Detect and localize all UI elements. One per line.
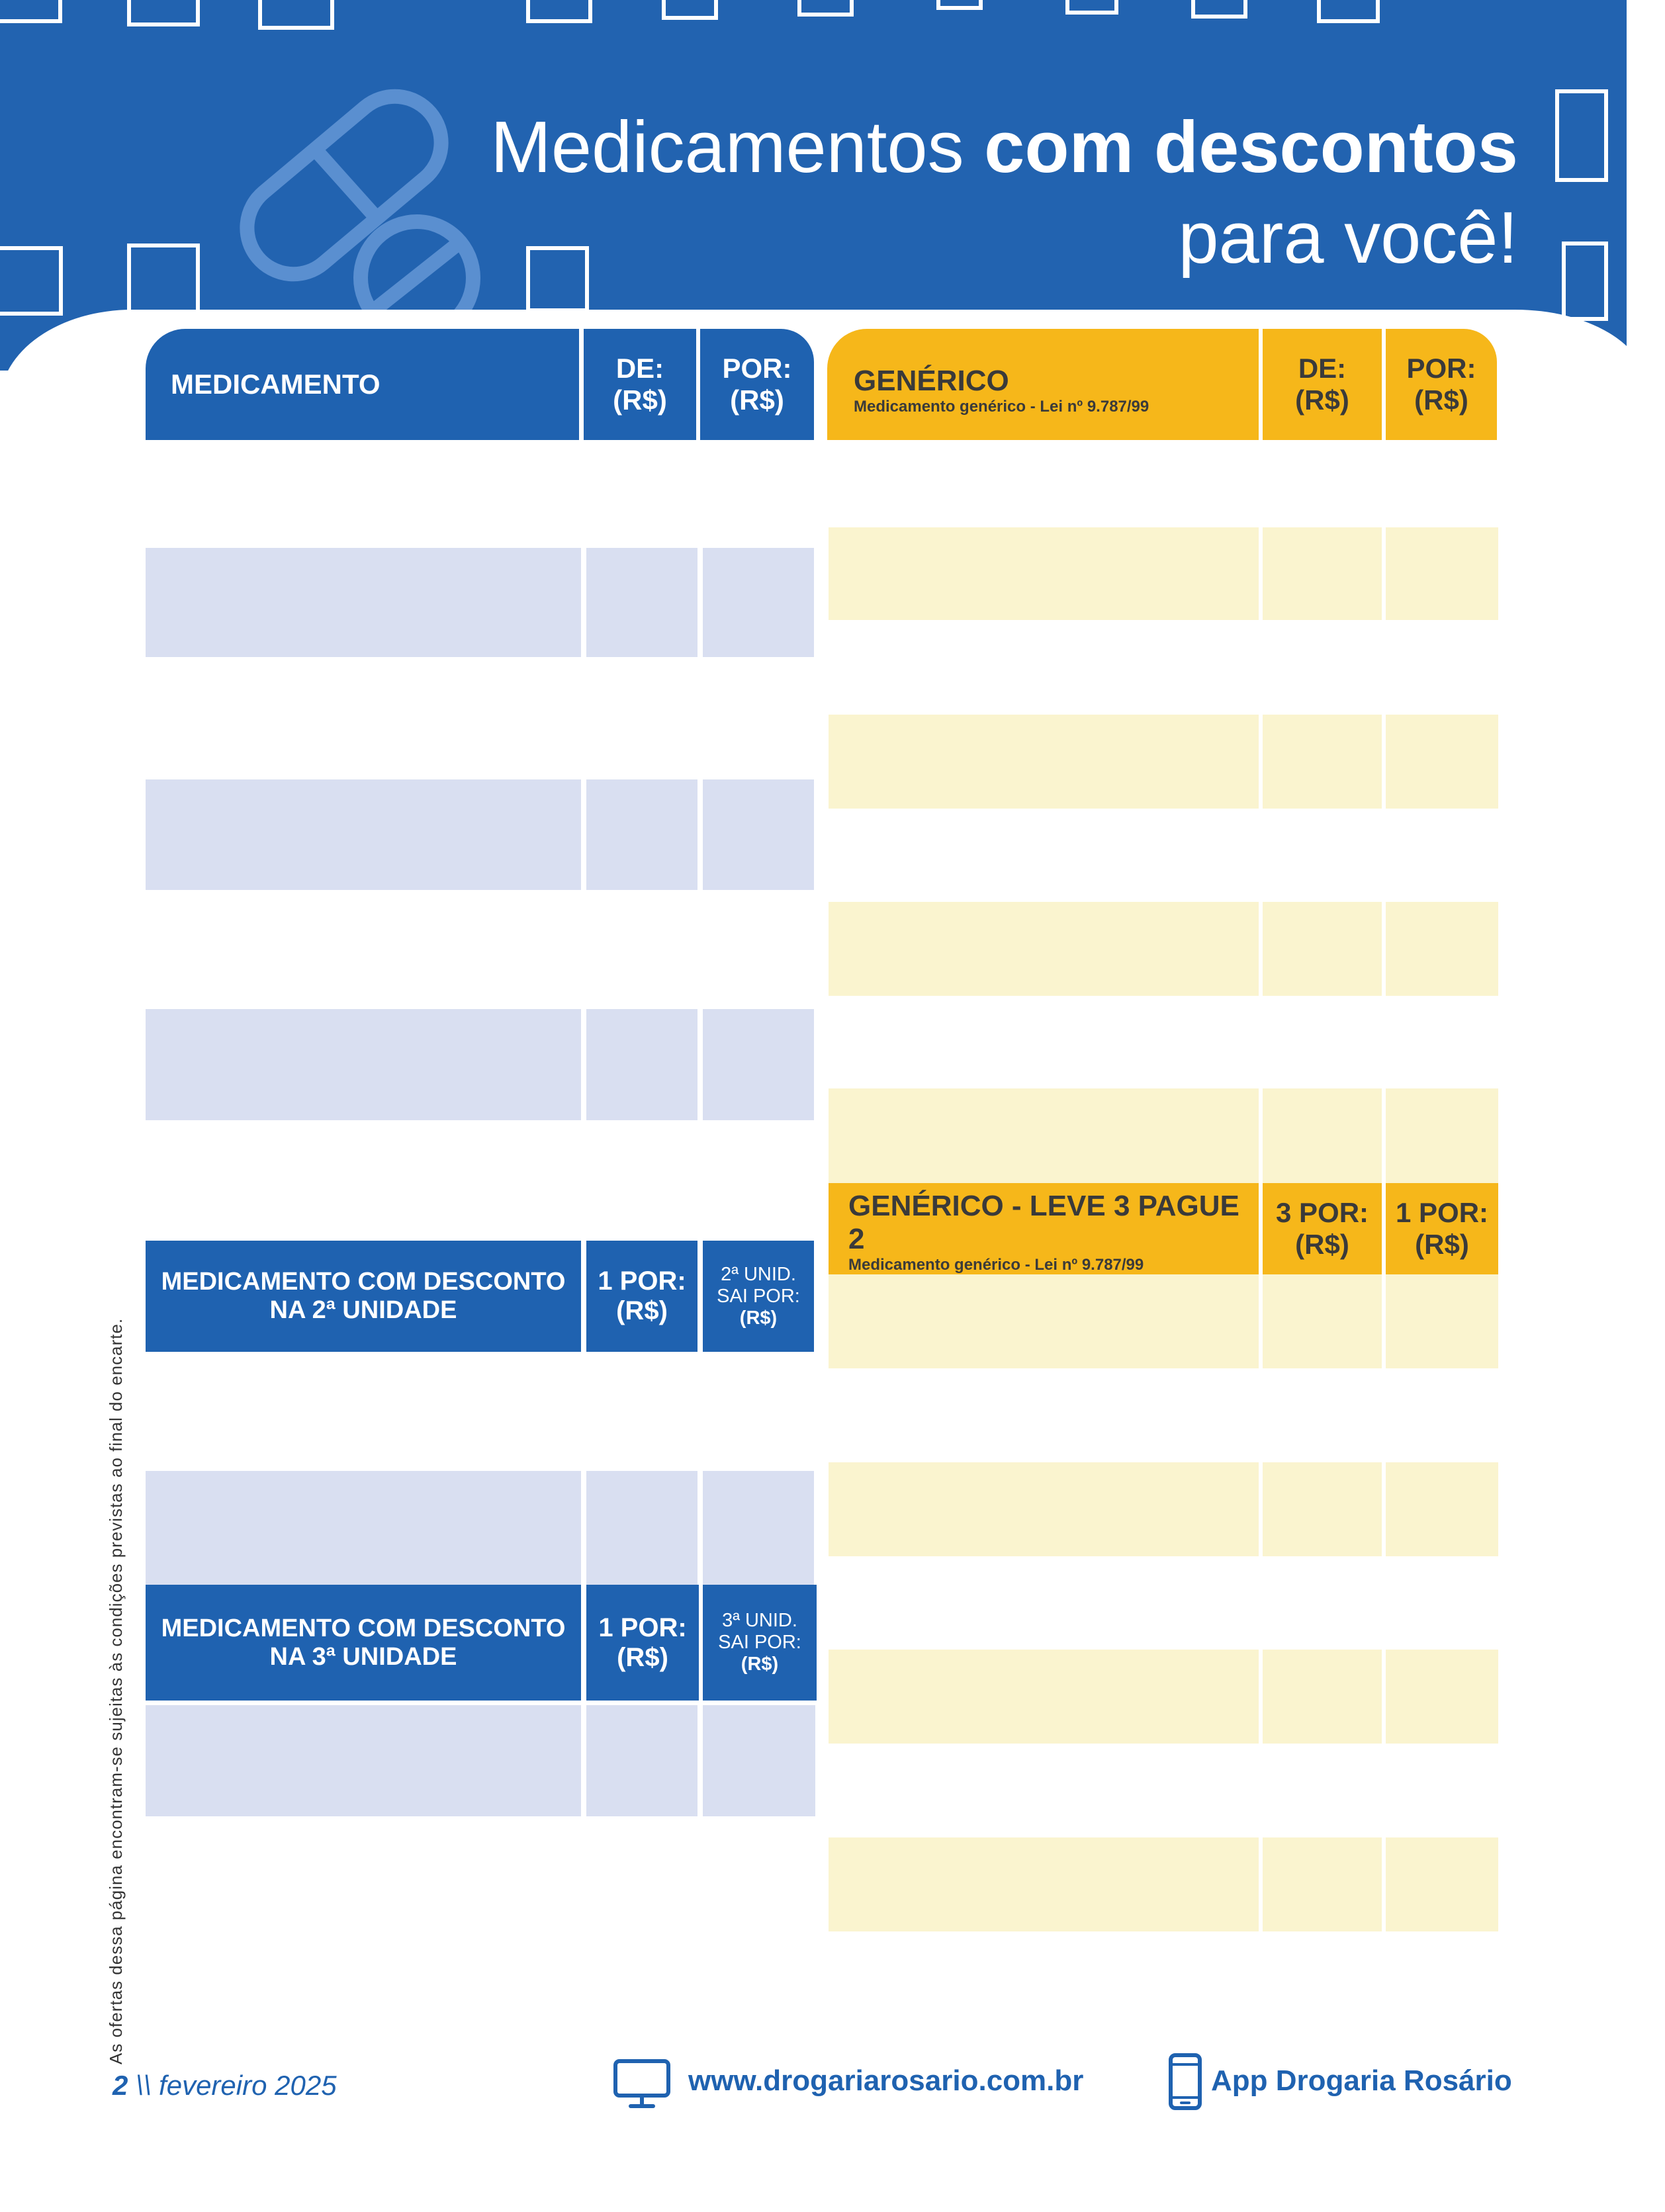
col-2a-unid: 2ª UNID. SAI POR: (R$) <box>703 1241 814 1352</box>
col-de: DE: (R$) <box>1263 329 1382 440</box>
pill-icon <box>218 66 496 331</box>
col-medicamento: MEDICAMENTO <box>146 329 579 440</box>
col-1-por: 1 POR: (R$) <box>586 1241 698 1352</box>
website-link[interactable]: www.drogariarosario.com.br <box>688 2064 1084 2097</box>
col-medicamento-2a: MEDICAMENTO COM DESCONTO NA 2ª UNIDADE <box>146 1241 581 1352</box>
col-por: POR: (R$) <box>1386 329 1497 440</box>
col-por: POR: (R$) <box>700 329 814 440</box>
monitor-icon <box>612 2058 672 2111</box>
col-3a-unid: 3ª UNID. SAI POR: (R$) <box>703 1585 817 1701</box>
smartphone-icon <box>1168 2053 1202 2111</box>
col-1-por: 1 POR: (R$) <box>1386 1183 1498 1274</box>
col-de: DE: (R$) <box>584 329 696 440</box>
col-generico: GENÉRICO Medicamento genérico - Lei nº 9.787/99 <box>827 329 1259 440</box>
page-title: Medicamentos com descontos <box>490 107 1518 188</box>
col-generico-leve3: GENÉRICO - LEVE 3 PAGUE 2 Medicamento genérico - Lei nº 9.787/99 <box>829 1183 1259 1274</box>
col-medicamento-3a: MEDICAMENTO COM DESCONTO NA 3ª UNIDADE <box>146 1585 581 1701</box>
app-link[interactable]: App Drogaria Rosário <box>1211 2064 1512 2097</box>
page-number: 2 \\ fevereiro 2025 <box>112 2070 337 2101</box>
offers-conditions-note: As ofertas dessa página encontram-se sujeitas às condições previstas ao final do encarte. <box>106 1317 126 2064</box>
col-1-por: 1 POR: (R$) <box>586 1585 699 1701</box>
col-3-por: 3 POR: (R$) <box>1263 1183 1382 1274</box>
page-subtitle: para você! <box>1178 197 1518 279</box>
